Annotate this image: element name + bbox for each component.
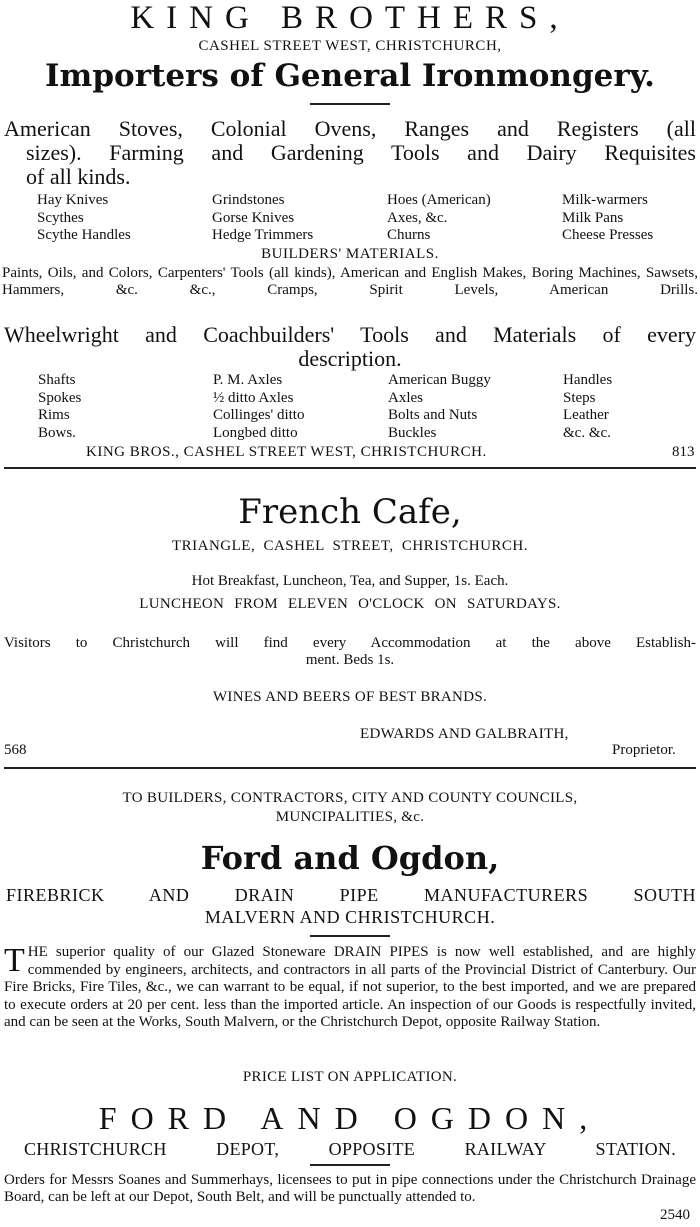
list-item: Milk Pans bbox=[562, 209, 624, 226]
list-item: Cheese Presses bbox=[562, 227, 654, 243]
king-wheel-line1: Wheelwright and Coachbuilders' Tools and Materials of every bbox=[4, 322, 696, 347]
list-item: P. M. Axles bbox=[213, 372, 283, 388]
ford-ad-number: 2540 bbox=[660, 1207, 690, 1223]
list-item: Grindstones bbox=[212, 192, 285, 208]
list-item: Gorse Knives bbox=[212, 209, 295, 226]
ford-orders: Orders for Messrs Soanes and Summerhays, licensees to put in pipe connections under the Christchurch Drainage Board, can be left at our Depot, South Belt, and will be punctually attended to. bbox=[4, 1172, 696, 1205]
king-title: KING BROTHERS, bbox=[130, 0, 570, 36]
cafe-address: TRIANGLE, CASHEL STREET, CHRISTCHURCH. bbox=[171, 538, 528, 554]
list-item: Scythe Handles bbox=[37, 227, 131, 243]
list-item: ½ ditto Axles bbox=[213, 389, 294, 406]
king-list-farming bbox=[37, 192, 700, 245]
list-item: Bolts and Nuts bbox=[388, 407, 478, 423]
king-lead-line2: sizes). Farming and Gardening Tools and Dairy Requisites bbox=[26, 140, 696, 165]
ford-dropcap: T bbox=[4, 942, 25, 979]
list-item: Buckles bbox=[388, 424, 437, 441]
section-rule-1 bbox=[4, 467, 696, 469]
list-item: Longbed ditto bbox=[213, 424, 298, 441]
list-item: &c. &c. bbox=[563, 424, 611, 441]
list-item: Axles bbox=[388, 389, 423, 406]
ford-sub-line2: MALVERN AND CHRISTCHURCH. bbox=[204, 907, 496, 927]
king-lead-line1: American Stoves, Colonial Ovens, Ranges and Registers (all bbox=[4, 116, 696, 141]
section-rule-2 bbox=[4, 767, 696, 769]
cafe-wines: WINES AND BEERS OF BEST BRANDS. bbox=[212, 689, 488, 705]
king-lead-line3: of all kinds. bbox=[26, 164, 131, 189]
ford-price-list: PRICE LIST ON APPLICATION. bbox=[242, 1069, 458, 1085]
list-item: Spokes bbox=[38, 389, 82, 406]
king-list-wheelwright bbox=[38, 372, 700, 442]
cafe-luncheon: LUNCHEON FROM ELEVEN O'CLOCK ON SATURDAYS. bbox=[139, 596, 561, 612]
cafe-proprietors: EDWARDS AND GALBRAITH, bbox=[360, 726, 569, 742]
ford-paragraph bbox=[4, 944, 696, 1032]
list-item: Steps bbox=[563, 389, 596, 406]
list-item: Hay Knives bbox=[37, 192, 109, 208]
list-item: Scythes bbox=[37, 209, 84, 226]
cafe-title: French Cafe, bbox=[238, 492, 462, 532]
list-item: Leather bbox=[563, 407, 609, 423]
cafe-proprietor-label: Proprietor. bbox=[612, 742, 676, 758]
ford-divider bbox=[310, 935, 390, 937]
king-footer: KING BROS., CASHEL STREET WEST, CHRISTCHURCH. bbox=[86, 444, 487, 460]
king-divider bbox=[310, 103, 390, 105]
king-tagline: Importers of General Ironmongery. bbox=[45, 58, 655, 94]
ford-divider-2 bbox=[310, 1164, 390, 1166]
list-item: Bows. bbox=[38, 424, 76, 441]
king-ad-number: 813 bbox=[672, 444, 695, 460]
king-builders-heading: BUILDERS' MATERIALS. bbox=[261, 246, 439, 262]
king-address: CASHEL STREET WEST, CHRISTCHURCH, bbox=[198, 38, 502, 54]
list-item: Handles bbox=[563, 372, 613, 388]
king-wheel-line2: description. bbox=[298, 346, 402, 371]
ford-sub-line1: FIREBRICK AND DRAIN PIPE MANUFACTURERS SOUTH bbox=[6, 885, 696, 905]
cafe-visitors-line1: Visitors to Christchurch will find every Accommodation at the above Establish- bbox=[4, 635, 696, 651]
list-item: Hedge Trimmers bbox=[212, 227, 314, 243]
ford-title2: FORD AND OGDON, bbox=[98, 1100, 602, 1136]
ford-header-line1: TO BUILDERS, CONTRACTORS, CITY AND COUNTY COUNCILS, bbox=[122, 790, 578, 806]
ford-title: Ford and Ogdon, bbox=[200, 839, 500, 877]
list-item: Collinges' ditto bbox=[213, 407, 305, 423]
cafe-ad-number: 568 bbox=[4, 742, 27, 758]
cafe-visitors-line2: ment. Beds 1s. bbox=[305, 652, 395, 668]
ford-paragraph-text: HE superior quality of our Glazed Stoneware DRAIN PIPES is now well established, and are highly commended by engineers, architects, and contractors in all parts of the Provincial District of Canterbury. Our Fire Bricks, Fire Tiles, &c., we can warrant to be equal, if not superior, to the best imported, and we are prepared to execute orders at 20 per cent. less than the imported article. An inspection of our Goods is respectfully invited, and can be seen at the Works, South Malvern, or the Christchurch Depot, opposite Railway Station. bbox=[4, 944, 696, 1030]
list-item: Hoes (American) bbox=[387, 192, 491, 208]
list-item: Rims bbox=[38, 407, 70, 423]
ford-depot: CHRISTCHURCH DEPOT, OPPOSITE RAILWAY STATION. bbox=[24, 1139, 676, 1159]
list-item: Churns bbox=[387, 227, 431, 243]
list-item: Milk-warmers bbox=[562, 192, 648, 208]
list-item: Axes, &c. bbox=[387, 209, 448, 226]
king-builders-text: Paints, Oils, and Colors, Carpenters' Tools (all kinds), American and English Makes, Boring Machines, Sawsets, Hammers, &c. &c., Cramps, Spirit Levels, American Drills. bbox=[2, 265, 698, 298]
cafe-meals: Hot Breakfast, Luncheon, Tea, and Supper, 1s. Each. bbox=[191, 573, 509, 589]
list-item: Shafts bbox=[38, 372, 76, 388]
list-item: American Buggy bbox=[388, 372, 491, 388]
ford-header-line2: MUNCIPALITIES, &c. bbox=[275, 809, 425, 825]
